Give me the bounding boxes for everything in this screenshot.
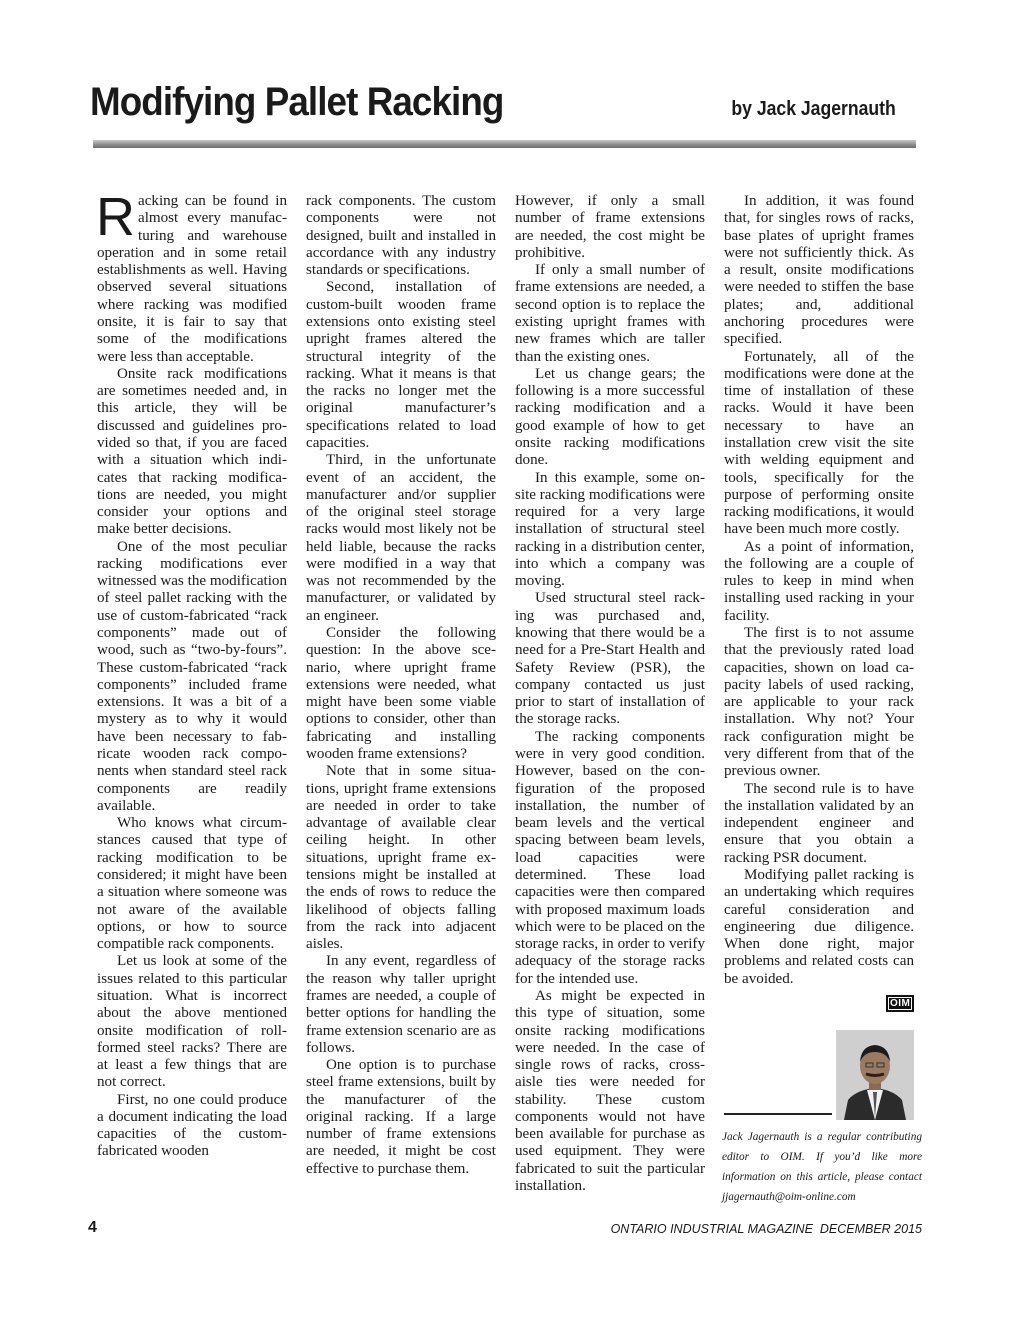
paragraph: As might be expected in this type of situation, some onsite racking modifications were needed. In the case of single rows of racks, cross-aisle ties were needed for stability. These custom components would not have been available for purchase as used equipment. They were fabricated to suit the particular installation. xyxy=(515,987,705,1195)
paragraph: Onsite rack modifications are sometimes needed and, in this article, they will be discussed and guidelines provided so that, if you are faced with a situation which indicates that racking modifications are needed, you might consider your options and make better decisions. xyxy=(97,365,287,538)
paragraph: First, no one could produce a document indicating the load capacities of the custom-fabricated wooden xyxy=(97,1091,287,1160)
paragraph: Consider the following question: In the above scenario, where upright frame extensions were needed, what might have been some viable options to consider, other than fabricating and installing wooden frame extensions? xyxy=(306,625,496,762)
end-mark-logo: OIM xyxy=(886,995,914,1012)
article-title: Modifying Pallet Racking xyxy=(90,80,504,124)
paragraph: However, if only a small number of frame extensions are needed, the cost might be prohibitive. xyxy=(515,193,705,261)
paragraph: Modifying pallet racking is an undertaking which requires careful consideration and engineering due diligence. When done right, major problems and related costs can be avoided. xyxy=(724,866,914,987)
paragraph: Used structural steel racking was purchased and, knowing that there would be a need for a Pre-Start Health and Safety Review (PSR), the company contacted us just prior to start of installation of the storage racks. xyxy=(515,590,705,728)
paragraph: Fortunately, all of the modifications were done at the time of installation of these racks. Would it have been necessary to have an installation crew visit the site with welding equipment and tools, specifically for the purpose of performing onsite racking modifications, it would have been much more costly. xyxy=(724,348,914,538)
drop-cap: R xyxy=(96,187,135,247)
paragraph: rack components. The custom components were not designed, built and installed in accordance with any industry standards or specifications. xyxy=(306,193,496,279)
paragraph: In addition, it was found that, for singles rows of racks, base plates of upright frames were not sufficiently thick. As a result, onsite modifications were needed to stiffen the base plates; and, additional anchoring procedures were specified. xyxy=(724,193,914,348)
paragraph: If only a small number of frame extensions are needed, a second option is to replace the existing upright frames with new frames which are taller than the existing ones. xyxy=(515,262,705,365)
paragraph: In any event, regardless of the reason why taller upright frames are needed, a couple of better options for handling the frame extension scenario are as follows. xyxy=(306,953,496,1056)
article-column-1 xyxy=(96,187,287,1161)
paragraph: The racking components were in very good condition. However, based on the configuration of the proposed installation, the number of beam levels and the vertical spacing between beam levels, load capacities were determined. These load capacities were then compared with proposed maximum loads which were to be placed on the storage racks, in order to verify adequacy of the storage racks for the intended use. xyxy=(515,728,705,987)
author-photo xyxy=(836,1030,914,1120)
article-column-4 xyxy=(724,193,914,988)
paragraph: Third, in the unfortunate event of an accident, the manufacturer and/or supplier of the original steel storage racks would most likely not be held liable, because the racks were modified in a way that was not recommended by the manufacturer, or validated by an engineer. xyxy=(306,452,496,624)
paragraph: In this example, some onsite racking modifications were required for a very large installation of structural steel racking in a distribution center, into which a company was moving. xyxy=(515,469,705,590)
title-divider xyxy=(93,140,916,148)
article-column-3 xyxy=(515,193,705,1195)
paragraph: Who knows what circumstances caused that type of racking modification to be considered; it might have been a situation where someone was not aware of the available options, or how to source compatible rack components. xyxy=(97,815,287,953)
publication-footer: ONTARIO INDUSTRIAL MAGAZINE DECEMBER 2015 xyxy=(610,1222,922,1236)
author-bio: Jack Jagernauth is a regular contributing editor to OIM. If you’d like more information on this article, please contact jjagernauth@oim-online.com xyxy=(722,1131,922,1203)
paragraph: Let us look at some of the issues related to this particular situation. What is incorrect about the above mentioned onsite modification of roll-formed steel racks? There are at least a few things that are not correct. xyxy=(97,953,287,1091)
paragraph: Let us change gears; the following is a more successful racking modification and a good example of how to get onsite racking modifications done. xyxy=(515,365,705,469)
paragraph: Racking can be found in almost every manufacturing and warehouse operation and in some retail establishments as well. Having observed several situations where racking was modified onsite, it is fair to say that some of the modifications were less than acceptable. xyxy=(96,187,287,365)
author-portrait-icon xyxy=(836,1030,914,1120)
bio-divider xyxy=(724,1113,832,1115)
paragraph: Second, installation of custom-built wooden frame extensions onto existing steel upright frames altered the structural integrity of the racking. What it means is that the racks no longer met the original manufacturer’s specifications related to load capacities. xyxy=(306,279,496,451)
paragraph: One of the most peculiar racking modifications ever witnessed was the modification of steel pallet racking with the use of custom-fabricated “rack components” made out of wood, such as “two-by-fours”. These custom-fabricated “rack components” included frame extensions. It was a bit of a mystery as to why it would have been necessary to fabricate wooden rack components when standard steel rack components are readily available. xyxy=(97,538,287,814)
paragraph: The first is to not assume that the previously rated load capacities, shown on load capacity labels of used racking, are applicable to your rack installation. Why not? Your rack configuration might be very different from that of the previous owner. xyxy=(724,625,914,780)
article-byline: by Jack Jagernauth xyxy=(731,98,896,120)
paragraph: As a point of information, the following are a couple of rules to keep in mind when installing used racking in your facility. xyxy=(724,538,914,624)
paragraph: The second rule is to have the installation validated by an independent engineer and ensure that you obtain a racking PSR document. xyxy=(724,780,914,866)
article-column-2 xyxy=(306,193,496,1178)
paragraph: Note that in some situations, upright frame extensions are needed in order to take advantage of available clear ceiling height. In other situations, upright frame extensions might be installed at the ends of rows to reduce the likelihood of objects falling from the rack into adjacent aisles. xyxy=(306,763,496,953)
page-number: 4 xyxy=(88,1219,97,1236)
paragraph: One option is to purchase steel frame extensions, built by the manufacturer of the original racking. If a large number of frame extensions are needed, it might be cost effective to purchase them. xyxy=(306,1057,496,1177)
